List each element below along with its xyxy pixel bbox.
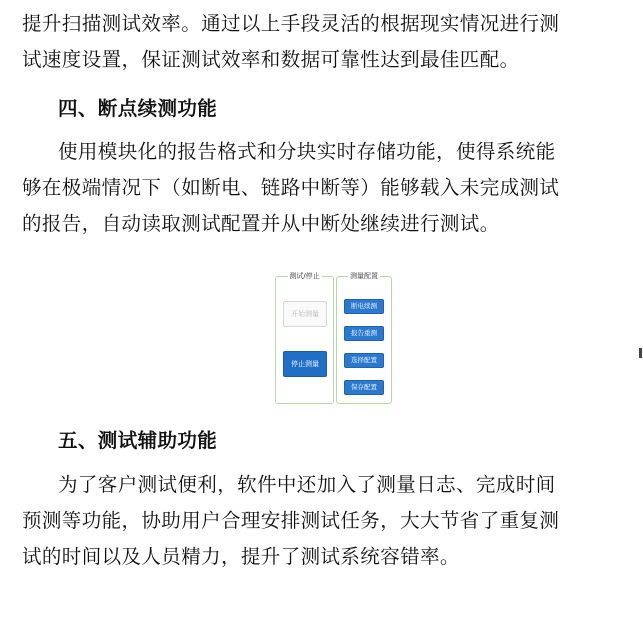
section-heading-test-assist: 五、测试辅助功能 xyxy=(58,429,218,452)
paragraph-breakpoint-resume xyxy=(22,134,622,242)
paragraph-test-assist xyxy=(22,467,622,575)
text-line: 提升扫描测试效率。通过以上手段灵活的根据现实情况进行测 xyxy=(22,12,560,35)
text-line: 预测等功能，协助用户合理安排测试任务，大大节省了重复测 xyxy=(22,509,560,532)
test-stop-group xyxy=(275,272,334,404)
measurement-control-figure xyxy=(275,268,393,406)
text-line: 为了客户测试便利，软件中还加入了测量日志、完成时间 xyxy=(58,473,556,496)
measure-config-group xyxy=(336,272,392,404)
text-line: 使用模块化的报告格式和分块实时存储功能，使得系统能 xyxy=(58,140,556,163)
group-title-test-stop: 测试/停止 xyxy=(289,272,320,280)
section-heading-breakpoint-resume: 四、断点续测功能 xyxy=(58,97,218,120)
text-line: 试的时间以及人员精力，提升了测试系统容错率。 xyxy=(22,545,460,568)
paragraph-scan-efficiency xyxy=(22,6,622,78)
text-line: 的报告，自动读取测试配置并从中断处继续进行测试。 xyxy=(22,212,500,235)
save-config-button[interactable]: 保存配置 xyxy=(344,380,384,395)
text-line: 试速度设置，保证测试效率和数据可靠性达到最佳匹配。 xyxy=(22,48,520,71)
select-config-button[interactable]: 选择配置 xyxy=(344,353,384,368)
power-off-resume-button[interactable]: 断电续测 xyxy=(344,299,384,314)
page-edge-marker xyxy=(639,348,642,358)
stop-measure-button[interactable]: 停止测量 xyxy=(283,351,327,377)
report-retest-button[interactable]: 报告重测 xyxy=(344,326,384,341)
text-line: 够在极端情况下（如断电、链路中断等）能够载入未完成测试 xyxy=(22,176,560,199)
group-title-measure-config: 测量配置 xyxy=(350,272,378,280)
start-measure-button[interactable]: 开始测量 xyxy=(283,301,327,327)
